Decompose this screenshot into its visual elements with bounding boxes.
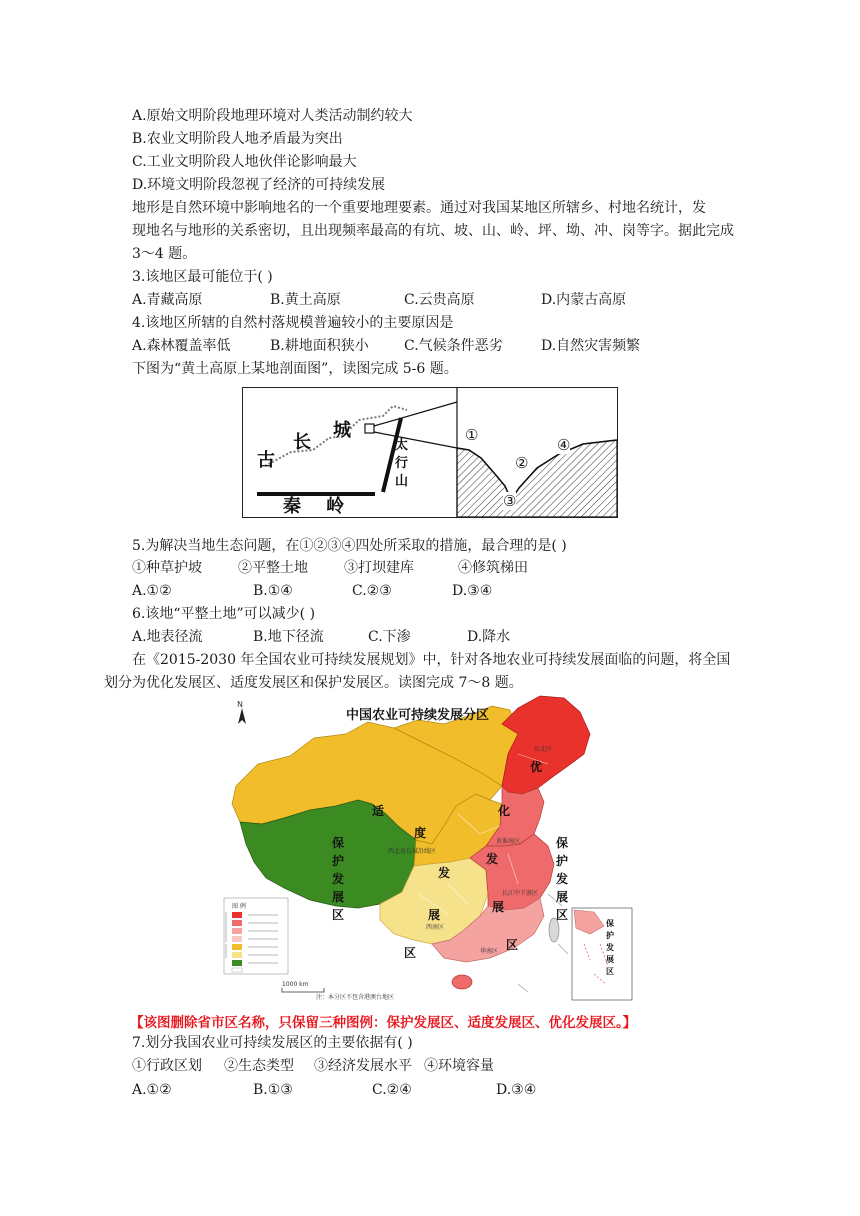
inset-char-4: 展 xyxy=(606,955,614,964)
small-label-south: 华南区 xyxy=(480,948,499,955)
profile-figure xyxy=(242,387,618,518)
youhua-char-4: 展 xyxy=(492,900,505,914)
taihang-char-3: 山 xyxy=(395,474,409,489)
q5-option-b: B.①④ xyxy=(253,583,293,599)
map-caption: 【该图删除省市区名称，只保留三种图例：保护发展区、适度发展区、优化发展区。】 xyxy=(130,1015,637,1031)
q6-option-a: A.地表径流 xyxy=(132,629,203,645)
great-wall-char-2: 长 xyxy=(293,432,311,453)
q4-option-c: C.气候条件恶劣 xyxy=(404,338,503,354)
intro-5-6: 下图为“黄土高原上某地剖面图”，读图完成 5-6 题。 xyxy=(132,361,458,377)
marker-1: ① xyxy=(465,426,479,444)
marker-3: ③ xyxy=(503,492,517,510)
marker-2: ② xyxy=(515,454,529,472)
taihang-char-2: 行 xyxy=(395,456,409,471)
passage1-line2: 现地名与地形的关系密切，且出现频率最高的有坑、坡、山、岭、坪、坳、冲、岗等字。据此完成 xyxy=(132,223,734,239)
q7-stem: 7.划分我国农业可持续发展区的主要依据有( ) xyxy=(132,1035,413,1051)
shidu-char-4: 展 xyxy=(428,908,441,922)
q5-option-c: C.②③ xyxy=(352,583,392,599)
cross-section xyxy=(457,440,617,517)
option-a: A.原始文明阶段地理环境对人类活动制约较大 xyxy=(132,108,413,124)
q4-option-b: B.耕地面积狭小 xyxy=(270,338,369,354)
inset-char-5: 区 xyxy=(606,967,614,976)
q5-measure-3: ③打坝建库 xyxy=(344,560,414,576)
q6-option-b: B.地下径流 xyxy=(253,629,324,645)
q6-stem: 6.该地“平整土地”可以减少( ) xyxy=(132,606,316,622)
q3-option-a: A.青藏高原 xyxy=(132,292,203,308)
q4-option-a: A.森林覆盖率低 xyxy=(132,338,231,354)
passage1-line3: 3～4 题。 xyxy=(132,246,197,262)
q3-option-d: D.内蒙古高原 xyxy=(541,292,627,308)
option-d: D.环境文明阶段忽视了经济的可持续发展 xyxy=(132,177,386,193)
shidu-char-3: 发 xyxy=(438,866,451,880)
qinling-label: 秦 岭 xyxy=(283,496,345,517)
map-title: 中国农业可持续发展分区 xyxy=(346,708,490,723)
great-wall-char-3: 城 xyxy=(333,420,351,441)
q7-measure-3: ③经济发展水平 xyxy=(314,1058,412,1074)
q3-option-c: C.云贵高原 xyxy=(404,292,475,308)
inset-char-1: 保 xyxy=(606,919,614,928)
small-label-southwest: 西南区 xyxy=(426,924,445,931)
legend-title: 图 例 xyxy=(232,903,246,910)
youhua-char-3: 发 xyxy=(486,852,499,866)
inset-char-3: 发 xyxy=(606,943,614,952)
baohu-east-char-4: 展 xyxy=(556,890,569,904)
q7-option-d: D.③④ xyxy=(496,1082,537,1098)
shidu-char-5: 区 xyxy=(404,946,417,960)
shidu-char-1: 适 xyxy=(372,804,385,818)
q6-option-c: C.下渗 xyxy=(368,629,411,645)
small-label-northwest: 西北及长城沿线区 xyxy=(388,848,437,855)
baohu-west-char-2: 护 xyxy=(332,854,345,868)
q7-measure-4: ④环境容量 xyxy=(424,1058,494,1074)
q4-stem: 4.该地区所辖的自然村落规模普遍较小的主要原因是 xyxy=(132,315,454,331)
q7-option-b: B.①③ xyxy=(253,1082,293,1098)
q3-stem: 3.该地区最可能位于( ) xyxy=(132,269,273,285)
passage2-line2: 划分为优化发展区、适度发展区和保护发展区。读图完成 7～8 题。 xyxy=(104,675,523,691)
q5-measure-1: ①种草护坡 xyxy=(132,560,202,576)
passage1-line1: 地形是自然环境中影响地名的一个重要地理要素。通过对我国某地区所辖乡、村地名统计，发 xyxy=(132,200,706,216)
q5-option-a: A.①② xyxy=(132,583,172,599)
baohu-west-char-3: 发 xyxy=(332,872,345,886)
great-wall-char-1: 古 xyxy=(257,450,275,471)
inset-char-2: 护 xyxy=(606,931,614,940)
q7-measure-2: ②生态类型 xyxy=(224,1058,294,1074)
baohu-west-char-4: 展 xyxy=(332,890,345,904)
baohu-east-char-1: 保 xyxy=(556,836,569,850)
q5-stem: 5.为解决当地生态问题，在①②③④四处所采取的措施，最合理的是( ) xyxy=(132,538,567,554)
q7-option-c: C.②④ xyxy=(372,1082,412,1098)
location-square xyxy=(365,424,374,433)
q3-option-b: B.黄土高原 xyxy=(270,292,341,308)
q5-measure-2: ②平整土地 xyxy=(238,560,308,576)
marker-4: ④ xyxy=(557,436,571,454)
option-c: C.工业文明阶段人地伙伴论影响最大 xyxy=(132,154,357,170)
baohu-east-char-3: 发 xyxy=(556,872,569,886)
q7-measure-1: ①行政区划 xyxy=(132,1058,202,1074)
baohu-east-char-5: 区 xyxy=(556,908,569,922)
youhua-char-2: 化 xyxy=(498,804,511,818)
q6-option-d: D.降水 xyxy=(467,629,511,645)
q4-option-d: D.自然灾害频繁 xyxy=(541,338,641,354)
north-label: N xyxy=(237,700,243,709)
baohu-west-char-1: 保 xyxy=(332,836,345,850)
taihang-char-1: 太 xyxy=(395,438,409,453)
baohu-west-char-5: 区 xyxy=(332,908,345,922)
q5-option-d: D.③④ xyxy=(452,583,493,599)
q7-option-a: A.①② xyxy=(132,1082,172,1098)
map-note: 注：本分区不包含港澳台地区 xyxy=(316,994,395,1001)
youhua-char-5: 区 xyxy=(506,938,519,952)
passage2-line1: 在《2015-2030 年全国农业可持续发展规划》中，针对各地农业可持续发展面临的问题，将全国 xyxy=(132,652,731,668)
zoning-map xyxy=(218,694,650,1004)
small-label-northeast: 东北区 xyxy=(534,746,553,753)
shidu-char-2: 度 xyxy=(414,826,427,840)
baohu-east-char-2: 护 xyxy=(556,854,569,868)
small-label-yangtze: 长江中下游区 xyxy=(502,890,539,897)
q5-measure-4: ④修筑梯田 xyxy=(458,560,528,576)
small-label-huanghuaihai: 黄淮海区 xyxy=(496,838,521,845)
north-arrow xyxy=(238,708,246,724)
option-b: B.农业文明阶段人地矛盾最为突出 xyxy=(132,131,343,147)
scale-label: 1000 km xyxy=(282,981,309,988)
youhua-char-1: 优 xyxy=(530,760,543,774)
